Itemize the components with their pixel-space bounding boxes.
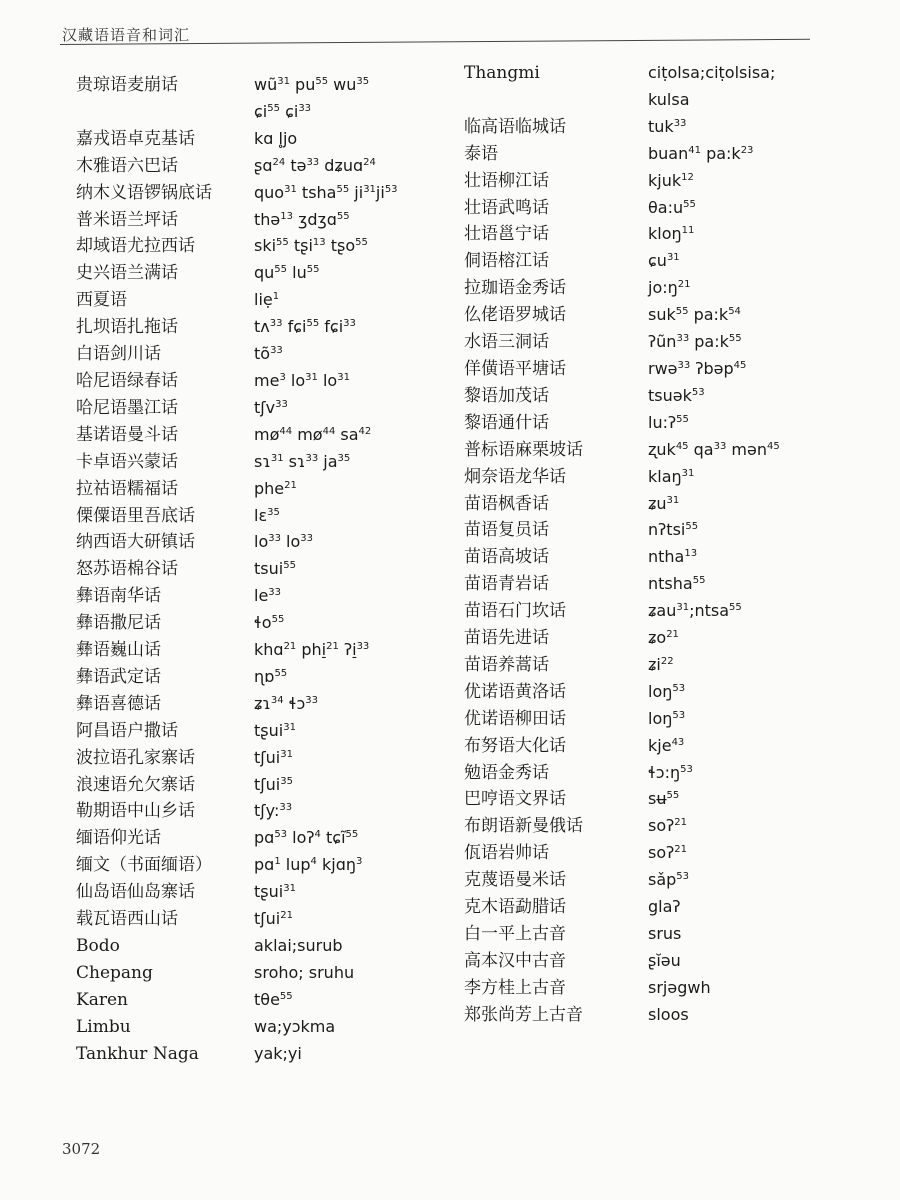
page-number: 3072 [62,1140,101,1158]
word-form: tʂui$^{31}$ [254,882,296,902]
word-form: aklai;surub [254,936,343,955]
entry-row [464,679,848,706]
language-name: 扎坝语扎拖话 [76,317,178,338]
word-form: ɳɒ$^{55}$ [254,666,288,686]
word-form: liẹ$^1$ [254,290,280,310]
word-form: $mø^{44}$ $mø^{44}$ $sa^{42}$ [254,424,372,444]
language-name: 缅文（书面缅语） [76,855,212,876]
language-name: 哈尼语绿春话 [76,370,178,391]
entry-row [464,840,848,867]
left-column [76,72,444,1068]
entry-row [464,894,848,921]
word-form: srjəgwh [648,977,711,997]
entry-row [464,571,848,598]
word-form: loŋ$^{53}$ [648,681,686,701]
language-name: 怒苏语棉谷话 [76,559,178,580]
entry-row [76,422,444,449]
language-name: Thangmi [464,63,540,83]
language-name: 黎语加茂话 [464,385,549,406]
language-name: 临高语临城话 [464,116,566,137]
word-form: tʃui$^{35}$ [254,774,293,794]
entry-row [464,706,848,733]
entry-row [76,287,444,314]
word-form: srus [648,924,682,943]
word-form: ntha$^{13}$ [648,547,698,567]
language-name: 缅语仰光话 [76,828,161,849]
word-form: tsuək$^{53}$ [648,385,705,405]
language-name: 壮语武鸣话 [464,197,549,218]
entry-row [464,786,848,813]
entry-row [464,1002,848,1029]
entry-row [76,207,444,234]
word-form: soʔ$^{21}$ [648,843,688,863]
word-form: suk$^{55}$ $pa:k^{54}$ [648,305,741,325]
entry-row [464,383,848,410]
language-name: 黎语通什话 [464,412,549,433]
entry-row [464,813,848,840]
word-form: tθe$^{55}$ [254,989,293,1009]
word-form: nʔtsi$^{55}$ [648,520,699,540]
entry-row [76,180,444,207]
entry-row [76,825,444,852]
entry-row [76,503,444,530]
entry-row [76,852,444,879]
word-form: tʂui$^{31}$ [254,720,296,740]
word-form: $qu^{55}$ $lu^{55}$ [254,263,320,283]
word-form: ʑu$^{31}$ [648,493,680,513]
word-form: tʃui$^{21}$ [254,909,293,929]
word-form: ski$^{55}$ tʂi$^{13}$ tʂo$^{55}$ [254,236,368,256]
entry-row [76,664,444,691]
word-form: $tõ^{33}$ [254,344,283,364]
entry-row [464,275,848,302]
entry-row [464,329,848,356]
word-form: ʑɿ$^{34}$ ɬɔ$^{33}$ [254,693,319,713]
language-name: 泰语 [464,143,498,164]
word-form: ɬo$^{55}$ [254,613,285,633]
language-name: 苗语复员话 [464,520,549,541]
language-name: 纳木义语锣锅底话 [76,182,212,203]
language-name: 西夏语 [76,290,127,311]
entry-row [76,449,444,476]
right-column [464,60,848,1029]
word-form: thə$^{13}$ ʒdʒɑ$^{55}$ [254,209,350,229]
language-name: 优诺语柳田话 [464,708,566,729]
word-form: $me^3$ $lo^{31}$ $lo^{31}$ [254,370,350,390]
entry-row [464,141,848,168]
entry-row [464,491,848,518]
language-name: 纳西语大研镇话 [76,532,195,553]
language-name: 哈尼语墨江话 [76,397,178,418]
language-name: 巴哼语文界话 [464,789,566,810]
word-form: ʂɑ$^{24}$ tə$^{33}$ dʑuɑ$^{24}$ [254,155,376,175]
language-name: 壮语柳江话 [464,170,549,191]
entry-row [76,395,444,422]
language-name: Karen [76,989,128,1010]
language-name: 李方桂上古音 [464,977,566,998]
word-form: buan$^{41}$ $pa:k^{23}$ [648,143,754,163]
entry-row [76,987,444,1014]
language-name: 郑张尚芳上古音 [464,1004,583,1025]
word-form: $ɬɔ:ŋ^{53}$ [648,762,693,782]
entry-row [76,933,444,960]
entry-row [76,341,444,368]
word-form: lu:ʔ$^{55}$ [648,412,689,432]
entry-row [76,772,444,799]
word-form: ʔũn$^{33}$ $pa:k^{55}$ [648,332,742,352]
word-form: $le^{33}$ [254,586,282,606]
running-header: 汉藏语语音和词汇 [62,26,191,44]
language-name: 却域语尤拉西话 [76,236,195,257]
entry-row [464,517,848,544]
language-name: 炯奈语龙华话 [464,466,566,487]
entry-row [76,879,444,906]
language-name: 勒期语中山乡话 [76,801,195,822]
language-name: 苗语枫香话 [464,493,549,514]
entry-row [464,221,848,248]
language-name: Limbu [76,1016,131,1037]
word-form: ʑau$^{31}$;ntsa$^{55}$ [648,601,742,621]
language-name: 勉语金秀话 [464,762,549,783]
entry-row [464,760,848,787]
language-name: 史兴语兰满话 [76,263,178,284]
word-form: pɑ$^1$ lup$^4$ kjɑŋ$^3$ [254,855,363,875]
entry-row [464,598,848,625]
entry-row [464,410,848,437]
language-name: 卡卓语兴蒙话 [76,451,178,472]
word-form: rwə$^{33}$ ʔbəp$^{45}$ [648,358,747,378]
word-form: $wũ^{31}$ $pu^{55}$ $wu^{35}$ ɕi$^{55}$ ɕi$^{33}$ [254,75,370,121]
entry-row [76,610,444,637]
language-name: 彝语南华话 [76,586,161,607]
language-name: 载瓦语西山话 [76,909,178,930]
word-form: $lo^{33}$ $lo^{33}$ [254,532,314,552]
entry-row [76,260,444,287]
word-form: sroho; sruhu [254,962,355,982]
word-form: $\theta a:u^{55}$ [648,197,696,217]
language-name: 彝语撒尼话 [76,613,161,634]
word-form: tʃui$^{31}$ [254,747,293,767]
language-name: 仙岛语仙岛寨话 [76,882,195,903]
language-name: 侗语榕江话 [464,251,549,272]
word-form: khɑ$^{21}$ phi̠$^{21}$ ʔi̠$^{33}$ [254,640,370,660]
entry-row [464,867,848,894]
language-name: 彝语武定话 [76,666,161,687]
language-name: Tankhur Naga [76,1043,199,1064]
language-name: 佤语岩帅话 [464,843,549,864]
entry-row [464,464,848,491]
word-form: pɑ$^{53}$ loʔ$^4$ tɕĩ$^{55}$ [254,828,359,848]
entry-row [464,544,848,571]
language-name: Bodo [76,936,120,956]
language-name: 基诺语曼斗话 [76,424,178,445]
language-name: 傈僳语里吾底话 [76,505,195,526]
language-name: 波拉语孔家寨话 [76,747,195,768]
entry-row [76,798,444,825]
entry-row [464,168,848,195]
entry-row [76,960,444,987]
word-form: sloos [648,1004,689,1024]
language-name: 壮语邕宁话 [464,224,549,245]
word-form: tʌ$^{33}$ fɕi$^{55}$ fɕi$^{33}$ [254,317,356,337]
language-name: 普标语麻栗坡话 [464,439,583,460]
entry-row [464,921,848,948]
language-name: 布朗语新曼俄话 [464,816,583,837]
entry-row [76,529,444,556]
word-form: ʐuk$^{45}$ $qa^{33}$ mən$^{45}$ [648,439,780,459]
word-form: ɕu$^{31}$ [648,251,680,271]
entry-row [464,248,848,275]
language-name: 白一平上古音 [464,924,566,944]
language-name: 优诺语黄洛话 [464,681,566,702]
language-name: 苗语养蒿话 [464,654,549,675]
entry-row [76,637,444,664]
entry-row [76,72,444,126]
word-form: wa;yɔkma [254,1016,336,1036]
word-form: sɿ$^{31}$ sɿ$^{33}$ $ja^{35}$ [254,451,351,471]
language-name: 仫佬语罗城话 [464,305,566,326]
word-form: loŋ$^{53}$ [648,708,686,728]
entry-row [464,437,848,464]
word-form: glaʔ [648,897,681,917]
language-name: 阿昌语户撒话 [76,720,178,741]
entry-row [76,745,444,772]
word-form: ciṭolsa;ciṭolsisa; kulsa [648,63,776,109]
entry-row [76,691,444,718]
word-form: sʉ$^{55}$ [648,789,680,809]
language-name: 水语三洞话 [464,332,549,353]
word-form: kɑ l̥jo [254,128,298,148]
entry-row [76,1014,444,1041]
word-form: sǎp$^{53}$ [648,870,690,890]
entry-row [76,153,444,180]
entry-row [76,906,444,933]
word-form: ʑo$^{21}$ [648,628,679,648]
word-form: soʔ$^{21}$ [648,816,688,836]
entry-row [76,314,444,341]
entry-row [464,652,848,679]
language-name: 苗语高坡话 [464,547,549,568]
language-name: 克蔑语曼米话 [464,870,566,891]
word-form: ntsha$^{55}$ [648,574,706,594]
language-name: 苗语石门坎话 [464,601,566,622]
entry-row [464,625,848,652]
entry-row [464,114,848,141]
language-name: 贵琼语麦崩话 [76,75,178,95]
language-name: 彝语巍山话 [76,640,161,661]
language-name: 浪速语允欠寨话 [76,774,195,795]
language-name: 高本汉中古音 [464,950,566,971]
entry-row [76,476,444,503]
language-name: 木雅语六巴话 [76,155,178,176]
word-form: quo$^{31}$ tsha$^{55}$ $ji^{31}ji^{53}$ [254,182,398,202]
word-form: klaŋ$^{31}$ [648,466,695,486]
language-name: 拉珈语金秀话 [464,278,566,299]
word-form: ʂĭəu [648,950,681,970]
entry-row [464,733,848,760]
language-name: 彝语喜德话 [76,693,161,714]
word-form: ʑi$^{22}$ [648,654,674,674]
entry-row [76,233,444,260]
entry-row [464,302,848,329]
entry-row [464,195,848,222]
entry-row [76,1041,444,1068]
entry-row [76,583,444,610]
entry-row [464,60,848,114]
entry-row [464,975,848,1002]
word-form: $jo:ŋ^{21}$ [648,278,691,298]
entry-row [76,718,444,745]
language-name: 佯僙语平塘话 [464,358,566,379]
language-name: 苗语青岩话 [464,574,549,595]
entry-row [464,948,848,975]
word-form: tsui$^{55}$ [254,559,296,579]
language-name: 拉祜语糯福话 [76,478,178,499]
language-name: 苗语先进话 [464,628,549,649]
entry-row [76,556,444,583]
word-form: tuk$^{33}$ [648,116,687,136]
word-form: phe$^{21}$ [254,478,297,498]
entry-row [464,356,848,383]
language-name: Chepang [76,962,153,983]
language-name: 白语剑川话 [76,344,161,365]
word-form: tʃv$^{33}$ [254,397,288,417]
word-form: yak;yi [254,1043,302,1063]
word-form: kjuk$^{12}$ [648,170,694,190]
word-form: kloŋ$^{11}$ [648,224,695,244]
language-name: 嘉戎语卓克基话 [76,128,195,149]
language-name: 克木语勐腊话 [464,897,566,918]
entry-row [76,126,444,153]
word-form: tʃy:$^{33}$ [254,801,293,821]
word-form: lɛ$^{35}$ [254,505,280,525]
language-name: 普米语兰坪话 [76,209,178,230]
language-name: 布努语大化话 [464,735,566,756]
word-form: kje$^{43}$ [648,735,685,755]
entry-row [76,368,444,395]
